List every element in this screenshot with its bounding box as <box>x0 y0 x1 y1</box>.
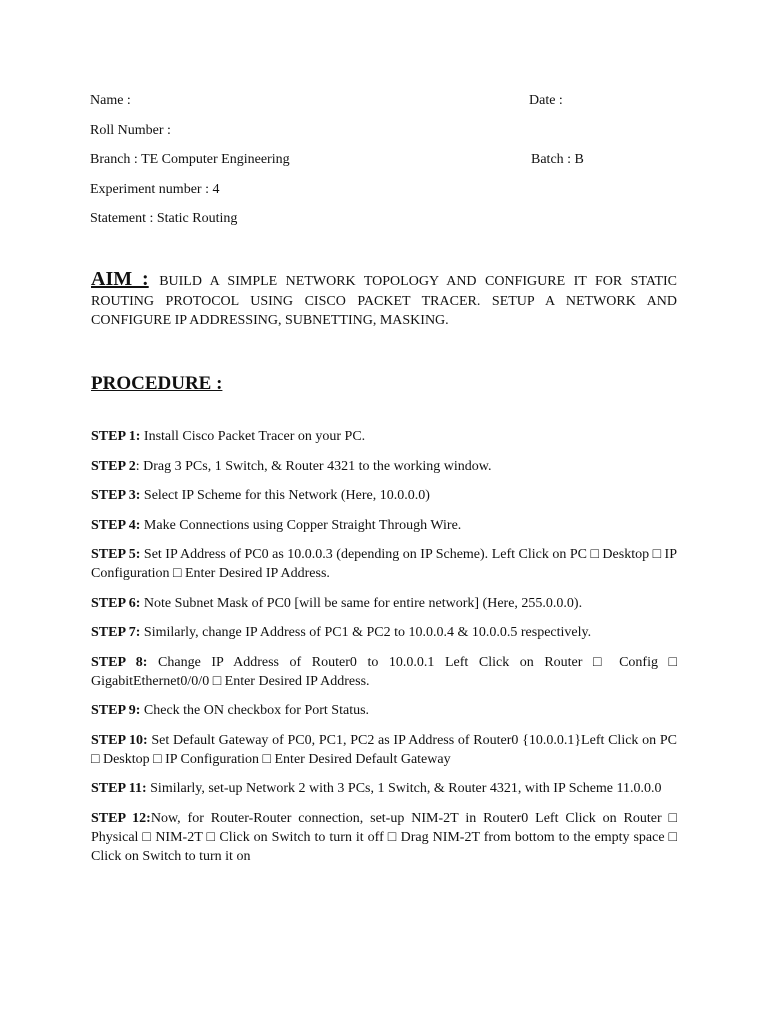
aim-label: AIM : <box>91 268 149 290</box>
step-label: STEP 12: <box>91 810 151 826</box>
roll-number-label: Roll Number : <box>90 123 171 138</box>
step-text: Make Connections using Copper Straight Through Wire. <box>140 517 462 533</box>
procedure-step <box>91 809 677 866</box>
step-label: STEP 8: <box>91 654 148 670</box>
procedure-step <box>91 653 677 691</box>
step-text: Install Cisco Packet Tracer on your PC. <box>140 429 366 444</box>
step-text: Similarly, set-up Network 2 with 3 PCs, 1 Switch, & Router 4321, with IP Scheme 11.0.0.0 <box>146 781 662 796</box>
step-text: Set Default Gateway of PC0, PC1, PC2 as IP Address of Router0 {10.0.0.1}Left Click on PC □ Desktop □ IP Configuration □ Enter Desired Default Gateway <box>91 732 677 767</box>
procedure-step <box>91 516 677 535</box>
experiment-number-label: Experiment number : 4 <box>90 182 220 197</box>
procedure-step <box>91 486 677 505</box>
step-label: STEP 4: <box>91 517 141 533</box>
procedure-step <box>91 701 677 720</box>
procedure-steps-list <box>91 427 677 876</box>
step-label: STEP 2 <box>91 458 136 474</box>
name-field-label: Name : <box>90 93 131 108</box>
step-label: STEP 1: <box>91 429 141 444</box>
procedure-step <box>91 623 677 642</box>
procedure-heading: PROCEDURE : <box>91 373 223 394</box>
batch-label: Batch : B <box>531 152 584 167</box>
step-text: Check the ON checkbox for Port Status. <box>140 703 370 718</box>
procedure-step <box>91 545 677 583</box>
step-label: STEP 5: <box>91 547 141 562</box>
step-text: Note Subnet Mask of PC0 [will be same for entire network] (Here, 255.0.0.0). <box>140 595 583 611</box>
aim-text: BUILD A SIMPLE NETWORK TOPOLOGY AND CONFIGURE IT FOR STATIC ROUTING PROTOCOL USING CISCO PACKET TRACER. SETUP A NETWORK AND CONFIGURE IP ADDRESSING, SUBNETTING, MASKING. <box>91 274 678 328</box>
step-label: STEP 10: <box>91 732 148 748</box>
step-text: Change IP Address of Router0 to 10.0.0.1 Left Click on Router □ Config □ GigabitEthernet0/0/0 □ Enter Desired IP Address. <box>91 654 678 689</box>
procedure-step <box>91 594 677 613</box>
step-label: STEP 3: <box>91 488 141 503</box>
date-field-label: Date : <box>529 93 563 108</box>
branch-label: Branch : TE Computer Engineering <box>90 152 290 167</box>
step-text: : Drag 3 PCs, 1 Switch, & Router 4321 to the working window. <box>135 458 492 474</box>
statement-label: Statement : Static Routing <box>90 211 238 226</box>
procedure-step <box>91 457 677 476</box>
step-text: Now, for Router-Router connection, set-up NIM-2T in Router0 Left Click on Router □ Physical □ NIM-2T □ Click on Switch to turn it off □ Drag NIM-2T from bottom to the empty space □ Click on Switch to turn it on <box>91 810 678 864</box>
step-text: Similarly, change IP Address of PC1 & PC2 to 10.0.0.4 & 10.0.0.5 respectively. <box>140 625 592 640</box>
step-label: STEP 7: <box>91 625 141 640</box>
step-label: STEP 9: <box>91 703 141 718</box>
aim-paragraph <box>91 270 677 331</box>
procedure-step <box>91 731 677 769</box>
procedure-step <box>91 427 677 446</box>
step-label: STEP 6: <box>91 595 141 611</box>
procedure-step <box>91 779 677 798</box>
step-text: Set IP Address of PC0 as 10.0.0.3 (depending on IP Scheme). Left Click on PC □ Desktop □ IP Configuration □ Enter Desired IP Address. <box>91 547 677 581</box>
step-label: STEP 11: <box>91 781 147 796</box>
step-text: Select IP Scheme for this Network (Here, 10.0.0.0) <box>140 488 430 503</box>
